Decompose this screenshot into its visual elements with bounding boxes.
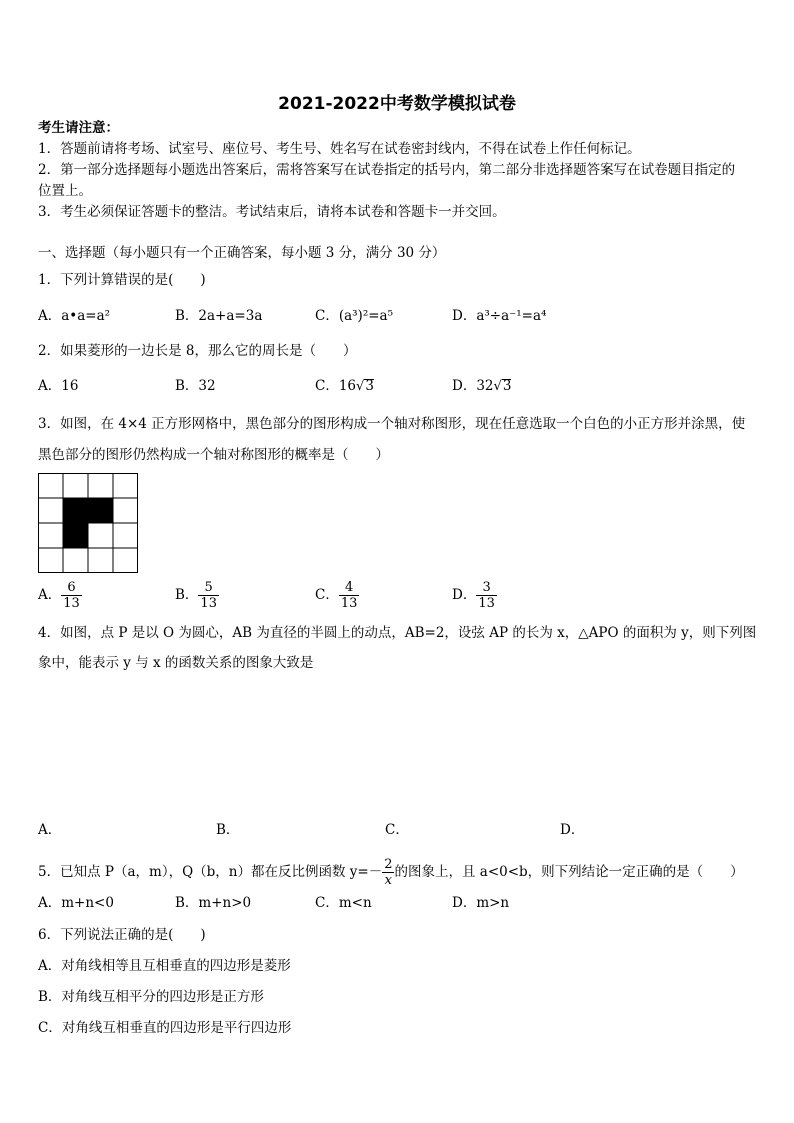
fraction-numerator: 2 [384,857,393,872]
grid-cell-black [63,498,88,523]
question-4-line-2: 象中，能表示 y 与 x 的函数关系的图象大致是 [38,655,314,671]
q2-option-d [452,377,511,396]
q3-option-c [315,580,359,611]
q3-option-a-fraction [61,580,82,611]
fraction-denominator: 13 [63,596,80,611]
fraction-denominator: 13 [478,596,495,611]
sqrt-icon: √ [356,379,365,394]
q4-option-c: C． [385,822,409,838]
q1-option-a: A．a•a=a² [38,308,111,324]
grid-cell-black [88,498,113,523]
grid-cell-black [63,523,88,548]
fraction-numerator: 5 [204,580,213,595]
q2-option-b: B．32 [175,378,216,394]
q5-option-c: C．m<n [315,895,372,911]
grid-figure [38,473,138,573]
fraction-numerator: 6 [67,580,76,595]
q1-option-c: C．(a³)²=a⁵ [315,308,394,324]
q1-option-b: B．2a+a=3a [175,308,263,324]
q4-option-d: D． [560,822,585,838]
q2-option-d-coef: D．32 [452,378,494,394]
question-3-line-1: 3．如图，在 4×4 正方形网格中，黑色部分的图形构成一个轴对称图形，现在任意选取一个白色的小正方形并涂黑，使 [38,416,746,432]
q2-option-c [315,377,374,396]
q5-stem-start: 5．已知点 P（a，m），Q（b，n）都在反比例函数 y=－ [38,864,383,880]
q4-option-b: B． [216,822,240,838]
q3-option-c-label: C． [315,587,339,603]
question-2-stem: 2．如果菱形的一边长是 8，那么它的周长是（ ） [38,343,357,359]
notice-item: 3．考生必须保证答题卡的整洁。考试结束后，请将本试卷和答题卡一并交回。 [38,204,506,220]
q2-option-a: A．16 [38,378,79,394]
q6-option-c: C．对角线互相垂直的四边形是平行四边形 [38,1020,292,1036]
q3-option-d-label: D． [452,587,477,603]
question-4-line-1: 4．如图，点 P 是以 O 为圆心，AB 为直径的半圆上的动点，AB=2，设弦 AP 的长为 x，△APO 的面积为 y，则下列图 [38,625,757,641]
q2-option-d-radicand: 3 [502,378,512,394]
fraction-denominator: x [382,872,394,888]
q3-option-a-label: A． [38,587,62,603]
q5-option-d: D．m>n [452,895,510,911]
q2-option-c-radicand: 3 [365,378,374,394]
fraction-denominator: 13 [340,596,358,611]
q4-option-a: A． [38,822,62,838]
q5-fraction [382,857,394,888]
notice-item: 1．答题前请将考场、试室号、座位号、考生号、姓名写在试卷密封线内，不得在试卷上作任何标记。 [38,141,641,157]
sqrt-icon: √ [493,379,502,394]
question-1-stem: 1．下列计算错误的是( ) [38,272,206,288]
question-5-stem [38,857,744,888]
notice-heading: 考生请注意： [38,120,119,136]
notice-item: 2．第一部分选择题每小题选出答案后，需将答案写在试卷指定的括号内，第二部分非选择题答案写在试卷题目指定的 [38,162,736,178]
question-6-stem: 6．下列说法正确的是( ) [38,927,206,943]
q3-option-b-label: B． [175,587,199,603]
fraction-denominator: 13 [200,596,217,611]
section-heading: 一、选择题（每小题只有一个正确答案，每小题 3 分，满分 30 分） [38,245,446,261]
q2-option-c-coef: C．16 [315,378,357,394]
q3-option-c-fraction [339,580,360,611]
notice-item: 位置上。 [38,183,92,199]
q5-stem-end: 的图象上，且 a<0<b，则下列结论一定正确的是（ ） [394,864,744,880]
q6-option-b: B．对角线互相平分的四边形是正方形 [38,989,264,1005]
q6-option-a: A．对角线相等且互相垂直的四边形是菱形 [38,958,291,974]
q5-option-a: A．m+n<0 [38,895,114,911]
fraction-numerator: 4 [344,580,354,595]
q1-option-d: D．a³÷a⁻¹=a⁴ [452,308,547,324]
q3-option-a [38,580,82,611]
q5-option-b: B．m+n>0 [175,895,252,911]
q3-option-d-fraction [476,580,497,611]
q3-option-b-fraction [198,580,219,611]
page-title: 2021-2022中考数学模拟试卷 [278,94,516,114]
fraction-numerator: 3 [482,580,491,595]
q3-option-d [452,580,497,611]
question-3-line-2: 黑色部分的图形仍然构成一个轴对称图形的概率是（ ） [38,447,389,463]
q3-option-b [175,580,219,611]
